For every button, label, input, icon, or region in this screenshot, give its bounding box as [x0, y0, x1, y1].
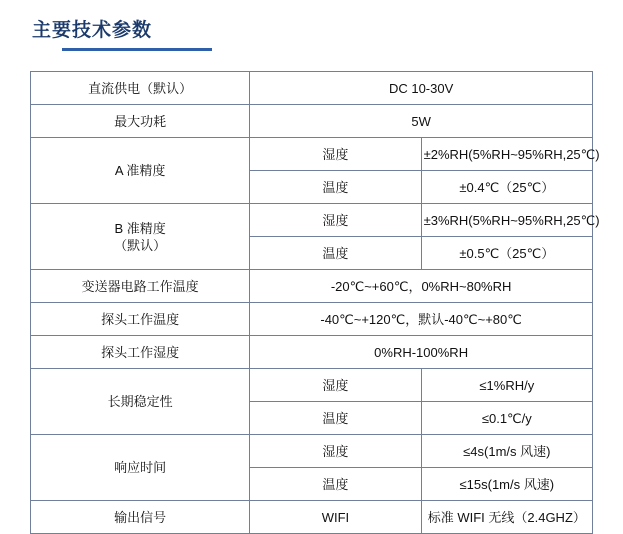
spec-table-container — [30, 71, 600, 534]
spec-sub-label-cell: 湿度 — [250, 138, 421, 171]
spec-label-cell: 最大功耗 — [31, 105, 250, 138]
table-row — [31, 138, 593, 171]
spec-sub-label-cell: 温度 — [250, 468, 421, 501]
spec-sub-label-cell: 湿度 — [250, 435, 421, 468]
spec-sub-label-cell: 温度 — [250, 237, 421, 270]
spec-sub-label-cell: 湿度 — [250, 369, 421, 402]
table-row — [31, 336, 593, 369]
table-row — [31, 204, 593, 237]
table-row — [31, 105, 593, 138]
specifications-table — [30, 71, 600, 534]
spec-sub-label-cell: 温度 — [250, 171, 421, 204]
table-row — [31, 270, 593, 303]
spec-label-cell: A 准精度 — [31, 138, 250, 204]
spec-value-cell: ±3%RH(5%RH~95%RH,25℃) — [421, 204, 592, 237]
spec-label-cell: 直流供电（默认） — [31, 72, 250, 105]
spec-label-cell: 探头工作温度 — [31, 303, 250, 336]
table-row — [31, 369, 593, 402]
page-header — [0, 0, 623, 51]
spec-value-cell: ±0.4℃（25℃） — [421, 171, 592, 204]
spec-sub-label-cell: 温度 — [250, 402, 421, 435]
spec-value-cell: ≤4s(1m/s 风速) — [421, 435, 592, 468]
page-title: 主要技术参数 — [32, 20, 153, 41]
spec-value-cell: 0%RH-100%RH — [250, 336, 593, 369]
table-row — [31, 303, 593, 336]
spec-value-cell: -20℃~+60℃，0%RH~80%RH — [250, 270, 593, 303]
spec-label-cell: 长期稳定性 — [31, 369, 250, 435]
title-underline-rule — [62, 48, 212, 51]
spec-label-cell: 响应时间 — [31, 435, 250, 501]
spec-value-cell: ±0.5℃（25℃） — [421, 237, 592, 270]
spec-label-cell: B 准精度 （默认） — [31, 204, 250, 270]
spec-label-cell: 输出信号 — [31, 501, 250, 534]
spec-value-cell: DC 10-30V — [250, 72, 593, 105]
table-row — [31, 435, 593, 468]
table-row — [31, 72, 593, 105]
spec-value-cell: ≤1%RH/y — [421, 369, 592, 402]
spec-value-cell: ≤0.1℃/y — [421, 402, 592, 435]
spec-value-cell: ±2%RH(5%RH~95%RH,25℃) — [421, 138, 592, 171]
spec-label-cell: 变送器电路工作温度 — [31, 270, 250, 303]
spec-value-cell: -40℃~+120℃，默认-40℃~+80℃ — [250, 303, 593, 336]
spec-sub-label-cell: WIFI — [250, 501, 421, 534]
spec-value-cell: 标准 WIFI 无线（2.4GHZ） — [421, 501, 592, 534]
spec-sub-label-cell: 湿度 — [250, 204, 421, 237]
spec-value-cell: 5W — [250, 105, 593, 138]
spec-value-cell: ≤15s(1m/s 风速) — [421, 468, 592, 501]
spec-label-cell: 探头工作湿度 — [31, 336, 250, 369]
spec-table-body — [31, 72, 600, 534]
table-row — [31, 501, 593, 534]
